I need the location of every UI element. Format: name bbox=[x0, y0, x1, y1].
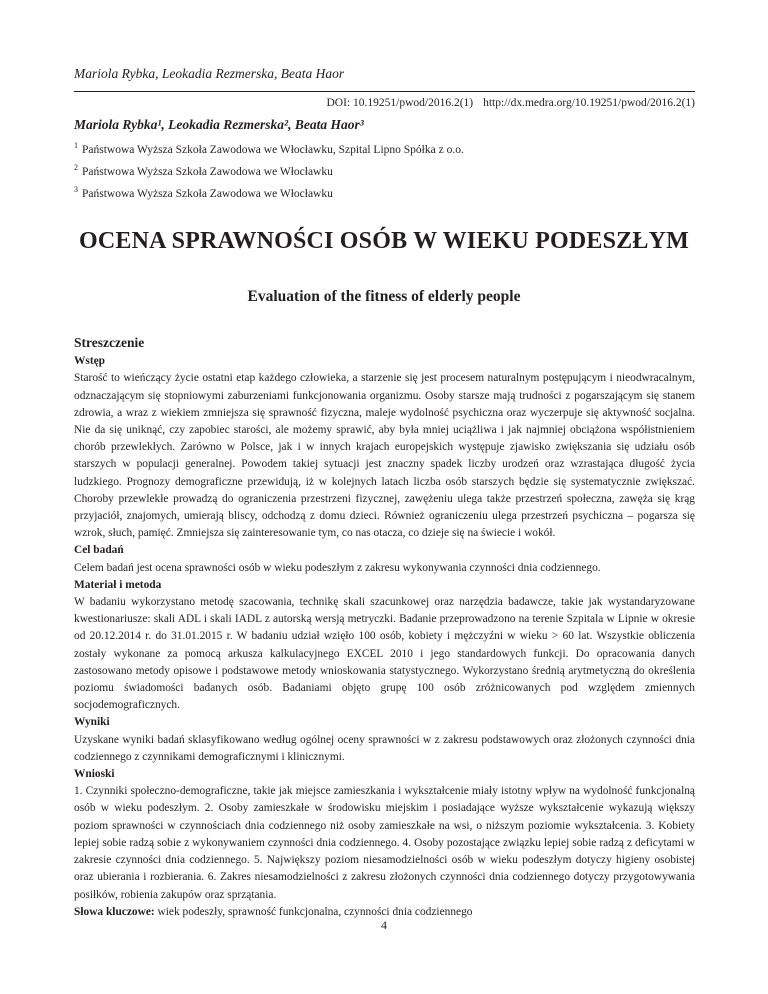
section-text-results: Uzyskane wyniki badań sklasyfikowano według ogólnej oceny sprawności w z zakresu podstawowych oraz złożonych czynności dnia codziennego z czynnikami demograficznymi i klinicznymi. bbox=[74, 733, 695, 763]
affiliation-number: 3 bbox=[74, 184, 78, 194]
affiliation-list bbox=[74, 137, 464, 202]
affiliation-text: Państwowa Wyższa Szkoła Zawodowa we Włocławku, Szpital Lipno Spółka z o.o. bbox=[82, 143, 464, 156]
affiliation-text: Państwowa Wyższa Szkoła Zawodowa we Włocławku bbox=[82, 187, 333, 200]
section-text-introduction: Starość to wieńczący życie ostatni etap każdego człowieka, a starzenie się jest procesem naturalnym postępującym i nieodwracalnym, odznaczającym się stopniowymi zaburzeniami funkcjonowania organizmu. Osoby starsze mają trudności z pogarszającym się stanem zdrowia, a wraz z wiekiem zmniejsza się sprawność fizyczna, maleje wydolność psychiczna oraz wyczerpuje się aktywność socjalna. Nie da się uniknąć, czy zapobiec starości, ale możemy sprawić, aby była mniej uciążliwa i jak najmniej obciążona współistnieniem chorób przewlekłych. Zarówno w Polsce, jak i w innych krajach europejskich występuje zjawisko zwiększania się udziału osób starszych w populacji generalnej. Powodem takiej sytuacji jest znaczny spadek liczby urodzeń oraz wzrastająca długość życia ludzkiego. Prognozy demograficzne przewidują, iż w kolejnych latach liczba osób starszych będzie się systematycznie zwiększać. Choroby przewlekłe prowadzą do ograniczenia przestrzeni fizycznej, zawężeniu ulega także przestrzeń społeczna, zawęża się krąg przyjaciół, znajomych, umierają bliscy, odchodzą z domu dzieci. Również ograniczeniu ulega przestrzeń psychiczna – pogarsza się wzrok, słuch, pamięć. Zmniejsza się zainteresowanie tym, co nas otacza, co dzieje się na świecie i wokół. bbox=[74, 372, 695, 540]
affiliation-number: 1 bbox=[74, 141, 78, 150]
article-title: OCENA SPRAWNOŚCI OSÓB W WIEKU PODESZŁYM bbox=[79, 228, 689, 254]
keywords-label: Słowa kluczowe: bbox=[74, 905, 155, 918]
header-rule bbox=[74, 91, 695, 92]
section-heading-conclusions: Wnioski bbox=[74, 768, 115, 781]
section-heading-methods: Materiał i metoda bbox=[74, 578, 162, 591]
abstract-heading: Streszczenie bbox=[74, 335, 145, 350]
section-heading-introduction: Wstęp bbox=[74, 355, 106, 368]
author-list: Mariola Rybka¹, Leokadia Rezmerska², Beata Haor³ bbox=[74, 117, 364, 132]
section-text-methods: W badaniu wykorzystano metodę szacowania, technikę skali szacunkowej oraz narzędzia badawcze, takie jak wystandaryzowane kwestionariusze: skali ADL i skali IADL z autorską wersją metryczki. Badanie przeprowadzono na terenie Szpitala w Lipnie w okresie od 20.12.2014 r. do 31.01.2015 r. W badaniu udział wzięło 100 osób, kobiety i mężczyźni w wieku > 60 lat. Wszystkie obliczenia zostały wykonane za pomocą arkusza kalkulacyjnego EXCEL 2010 i jego standardowych funkcji. Do opracowania danych zastosowano metody opisowe i podstawowe metody wnioskowania statystycznego. Wykorzystano średnią arytmetyczną do określenia poziomu świadomości badanych osób. Badaniami objęto grupę 100 osób zróżnicowanych pod względem zmiennych socjodemograficznych. bbox=[74, 596, 695, 712]
section-heading-results: Wyniki bbox=[74, 716, 110, 729]
doi-link[interactable]: http://dx.medra.org/10.19251/pwod/2016.2(1) bbox=[483, 97, 695, 109]
article-subtitle-english: Evaluation of the fitness of elderly people bbox=[247, 288, 521, 305]
affiliation-1 bbox=[74, 137, 464, 159]
doi-text: DOI: 10.19251/pwod/2016.2(1) bbox=[326, 97, 474, 109]
affiliation-text: Państwowa Wyższa Szkoła Zawodowa we Włocławku bbox=[82, 165, 333, 178]
running-head: Mariola Rybka, Leokadia Rezmerska, Beata Haor bbox=[74, 66, 345, 81]
keywords-list: wiek podeszły, sprawność funkcjonalna, czynności dnia codziennego bbox=[154, 905, 473, 918]
affiliation-3 bbox=[74, 181, 464, 203]
affiliation-number: 2 bbox=[74, 162, 78, 172]
abstract bbox=[74, 334, 695, 921]
doi-line bbox=[326, 97, 695, 109]
section-heading-aim: Cel badań bbox=[74, 544, 124, 557]
section-text-conclusions: 1. Czynniki społeczno-demograficzne, takie jak miejsce zamieszkania i wykształcenie miały istotny wpływ na wydolność funkcjonalną osób w wieku podeszłym. 2. Osoby zamieszkałe w środowisku miejskim i posiadające wyższe wykształcenie wykazują większy poziom sprawności w czynnościach dnia codziennego niż osoby zamieszkałe na wsi, o niższym poziomie wykształcenia. 3. Kobiety lepiej sobie radzą sobie z wykonywaniem czynności dnia codziennego. 4. Osoby pozostające związku lepiej sobie radzą z deficytami w zakresie czynności dnia codziennego. 5. Największy poziom niesamodzielności osób w wieku podeszłym dotyczy higieny osobistej oraz ubierania i rozbierania. 6. Zakres niesamodzielności z zakresu złożonych czynności dnia codziennego dotyczy przygotowywania posiłków, robienia zakupów oraz sprzątania. bbox=[74, 785, 695, 901]
page-number: 4 bbox=[381, 918, 387, 932]
section-text-aim: Celem badań jest ocena sprawności osób w wieku podeszłym z zakresu wykonywania czynności dnia codziennego. bbox=[74, 561, 601, 574]
affiliation-2 bbox=[74, 159, 464, 181]
